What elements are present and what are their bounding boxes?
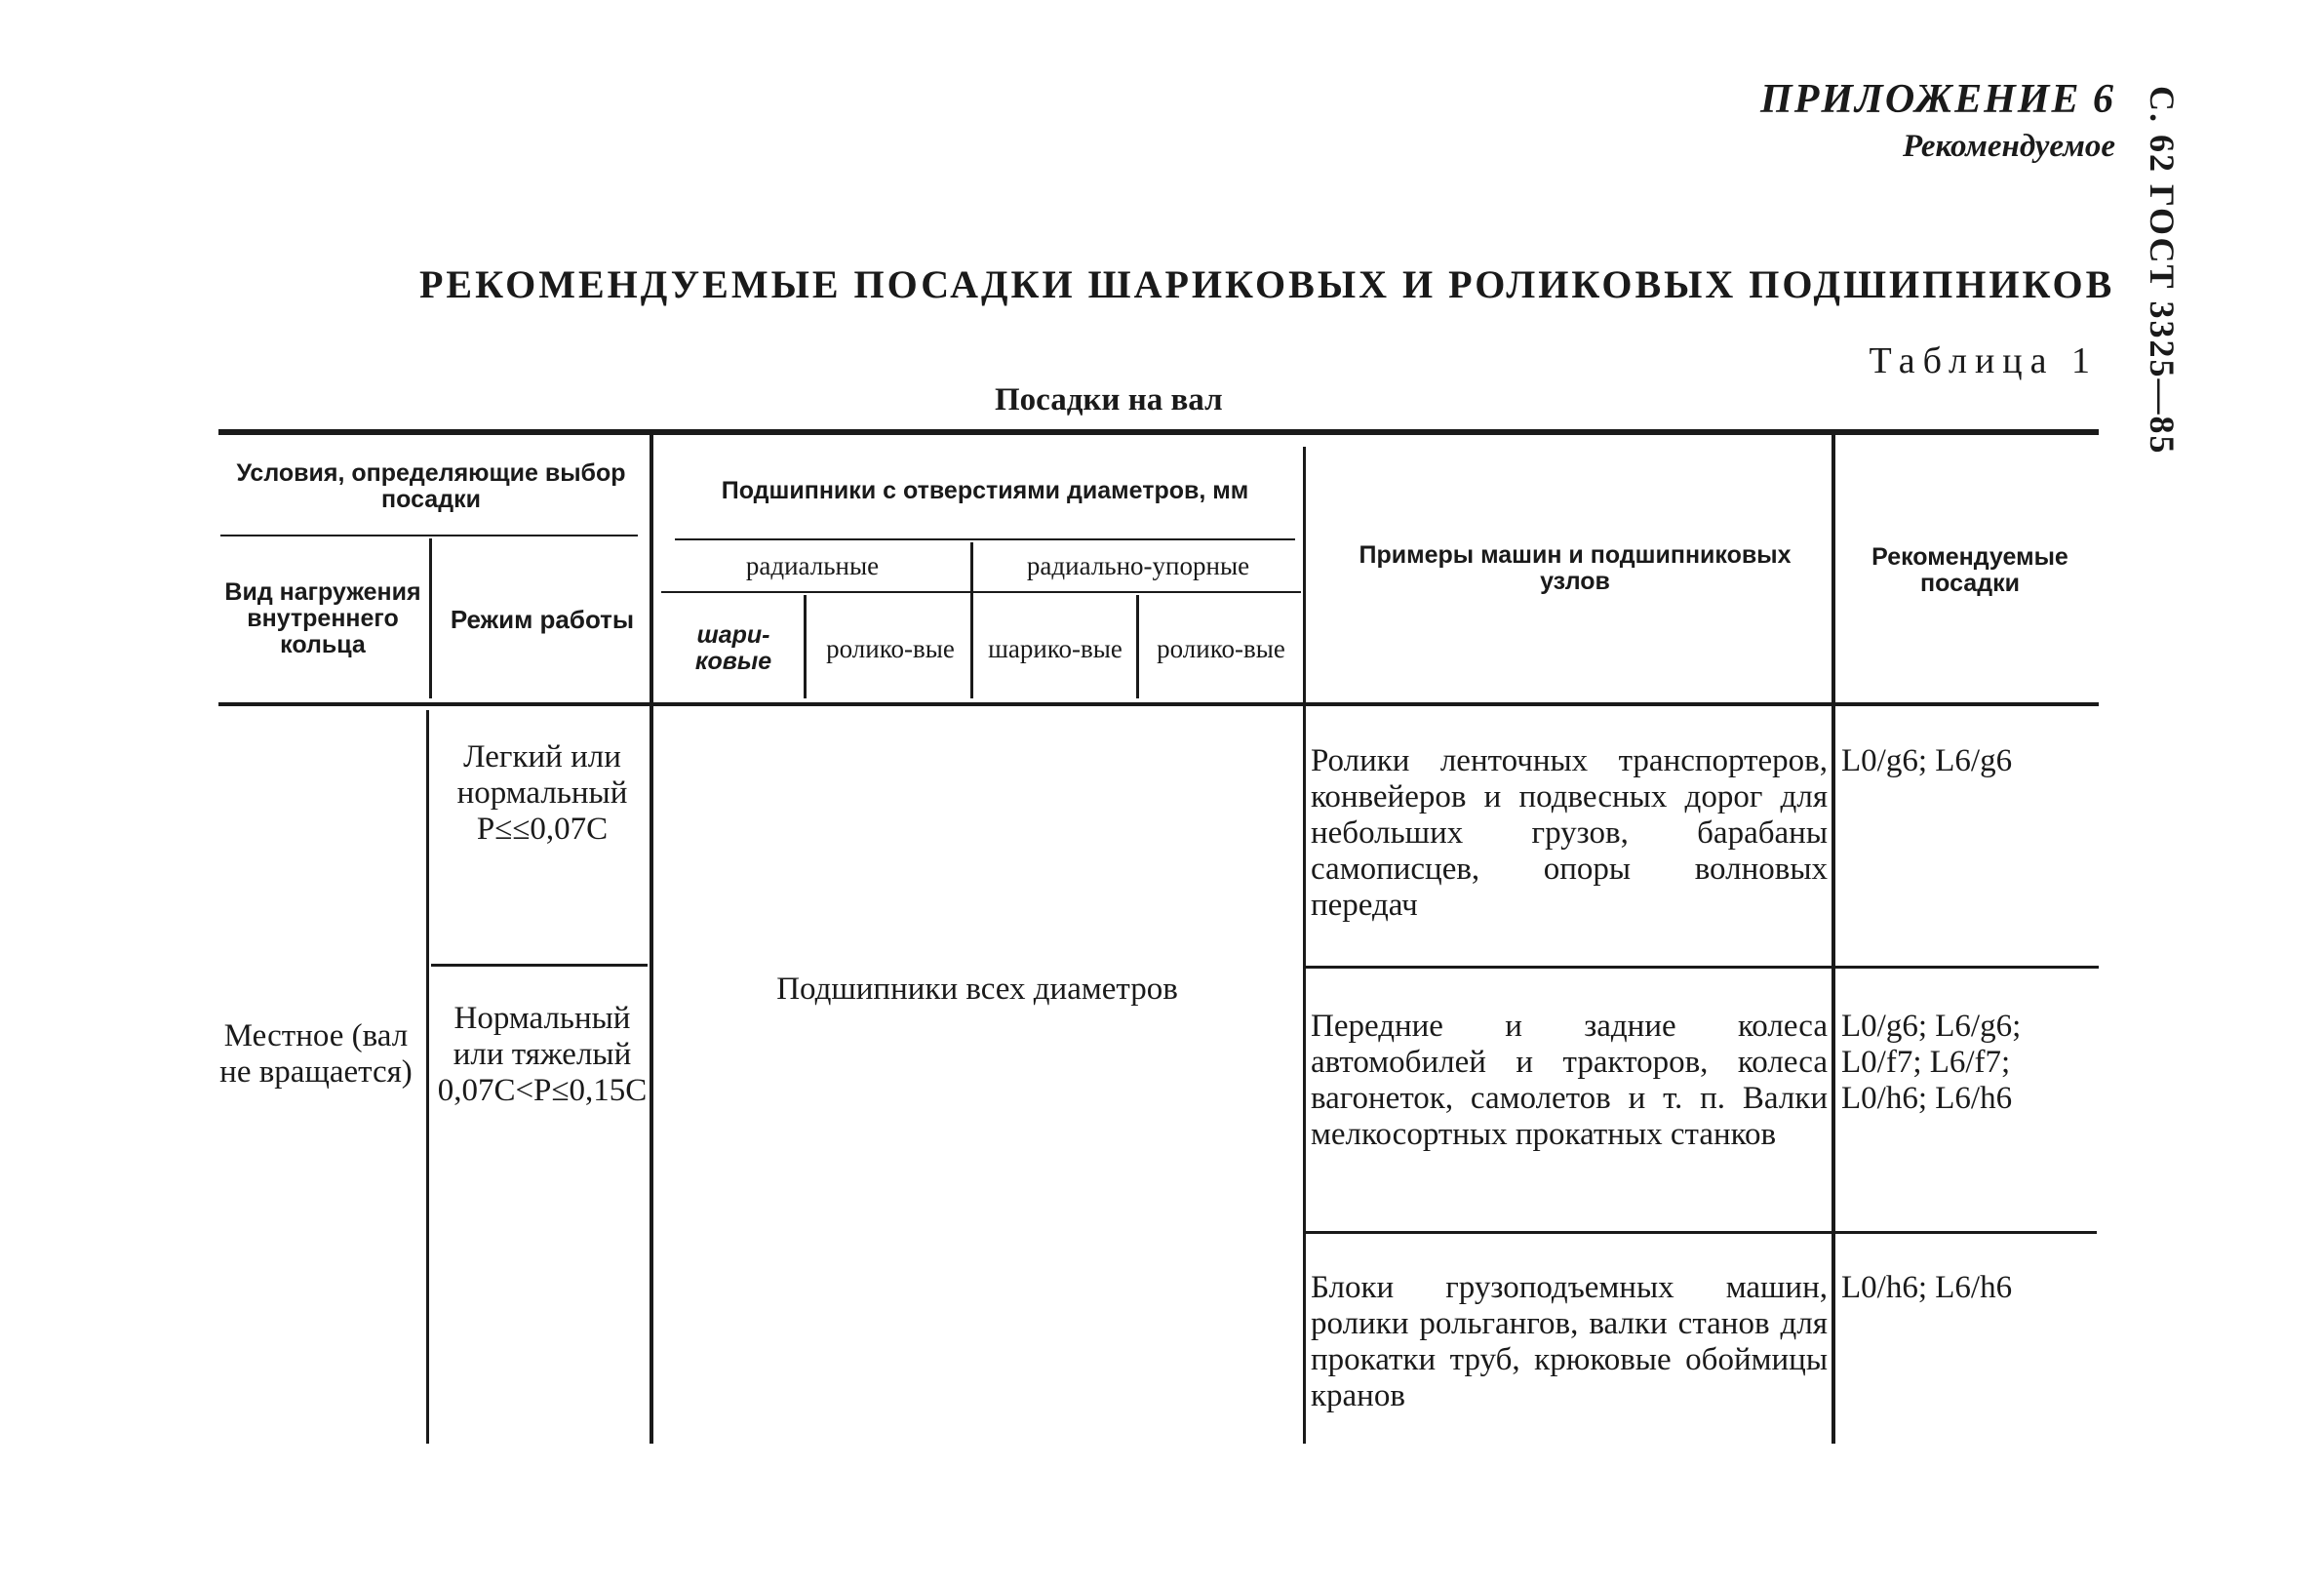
radial-subrule [661,591,1301,593]
col-rule-1 [429,538,432,698]
row-rule-1b [1305,966,2099,969]
header-bottom-rule [218,702,2099,706]
header-fits: Рекомендуемые посадки [1871,543,2068,597]
appendix-label: ПРИЛОЖЕНИЕ 6 [1760,77,2115,122]
header-radial-thrust: радиально-упорные [1026,550,1250,580]
col-rule-6 [1303,447,1306,1444]
header-examples: Примеры машин и подшипниковых узлов [1359,541,1792,595]
header-roller-1: ролико-вые [826,633,955,663]
row-3-example: Блоки грузоподъемных машин, ролики рольгангов, валки станов для прокатки труб, крюковые обоймицы кранов [1311,1270,1828,1413]
header-conditions: Условия, определяющие выбор посадки [236,459,626,513]
col-rule-5 [1136,595,1139,698]
page-title: РЕКОМЕНДУЕМЫЕ ПОСАДКИ ШАРИКОВЫХ И РОЛИКОВЫХ ПОДШИПНИКОВ [419,262,2115,306]
header-roller-2: ролико-вые [1157,633,1285,663]
side-caption: С. 62 ГОСТ 3325—85 [2143,86,2182,456]
header-ball-1: шари-ковые [694,621,772,675]
row-1-fits: L0/g6; L6/g6 [1841,743,2013,778]
row-2-example: Передние и задние колеса автомобилей и тракторов, колеса вагонеток, самолетов и т. п. Валки мелкосортных прокатных станков [1311,1009,1828,1152]
col-rule-1b [426,710,429,1444]
col-rule-2 [650,435,653,1444]
top-rule [218,429,2099,435]
row-3-fits: L0/h6; L6/h6 [1841,1270,2013,1305]
body-load-type: Местное (вал не вращается) [219,1018,413,1090]
row-2-mode: Нормальный или тяжелый 0,07C<P≤0,15C [437,1001,648,1108]
row-rule-1 [431,964,648,967]
conditions-subrule [220,535,638,536]
table-label: Таблица 1 [1869,340,2098,381]
bearings-subrule [675,538,1295,540]
all-diameters: Подшипники всех диаметров [776,972,1178,1007]
row-1-mode: Легкий или нормальный P≤≤0,07C [456,739,628,847]
col-rule-7 [1832,435,1835,1444]
row-1-example: Ролики ленточных транспортеров, конвейеров и подвесных дорог для небольших грузов, барабаны самописцев, опоры волновых передач [1311,743,1828,923]
header-load-type: Вид нагружения внутреннего кольца [224,577,421,658]
header-mode: Режим работы [450,604,635,634]
row-2-fits: L0/g6; L6/g6; L0/f7; L6/f7; L0/h6; L6/h6 [1841,1009,2022,1116]
header-radial: радиальные [745,550,880,580]
row-rule-2 [1305,1231,2097,1234]
col-rule-3 [804,595,807,698]
header-bearings: Подшипники с отверстиями диаметров, мм [721,476,1249,504]
header-ball-2: шарико-вые [988,633,1123,663]
appendix-block [1760,76,2115,165]
appendix-note: Рекомендуемое [1902,129,2115,164]
col-rule-4 [970,542,973,698]
table-title: Посадки на вал [995,382,1223,417]
